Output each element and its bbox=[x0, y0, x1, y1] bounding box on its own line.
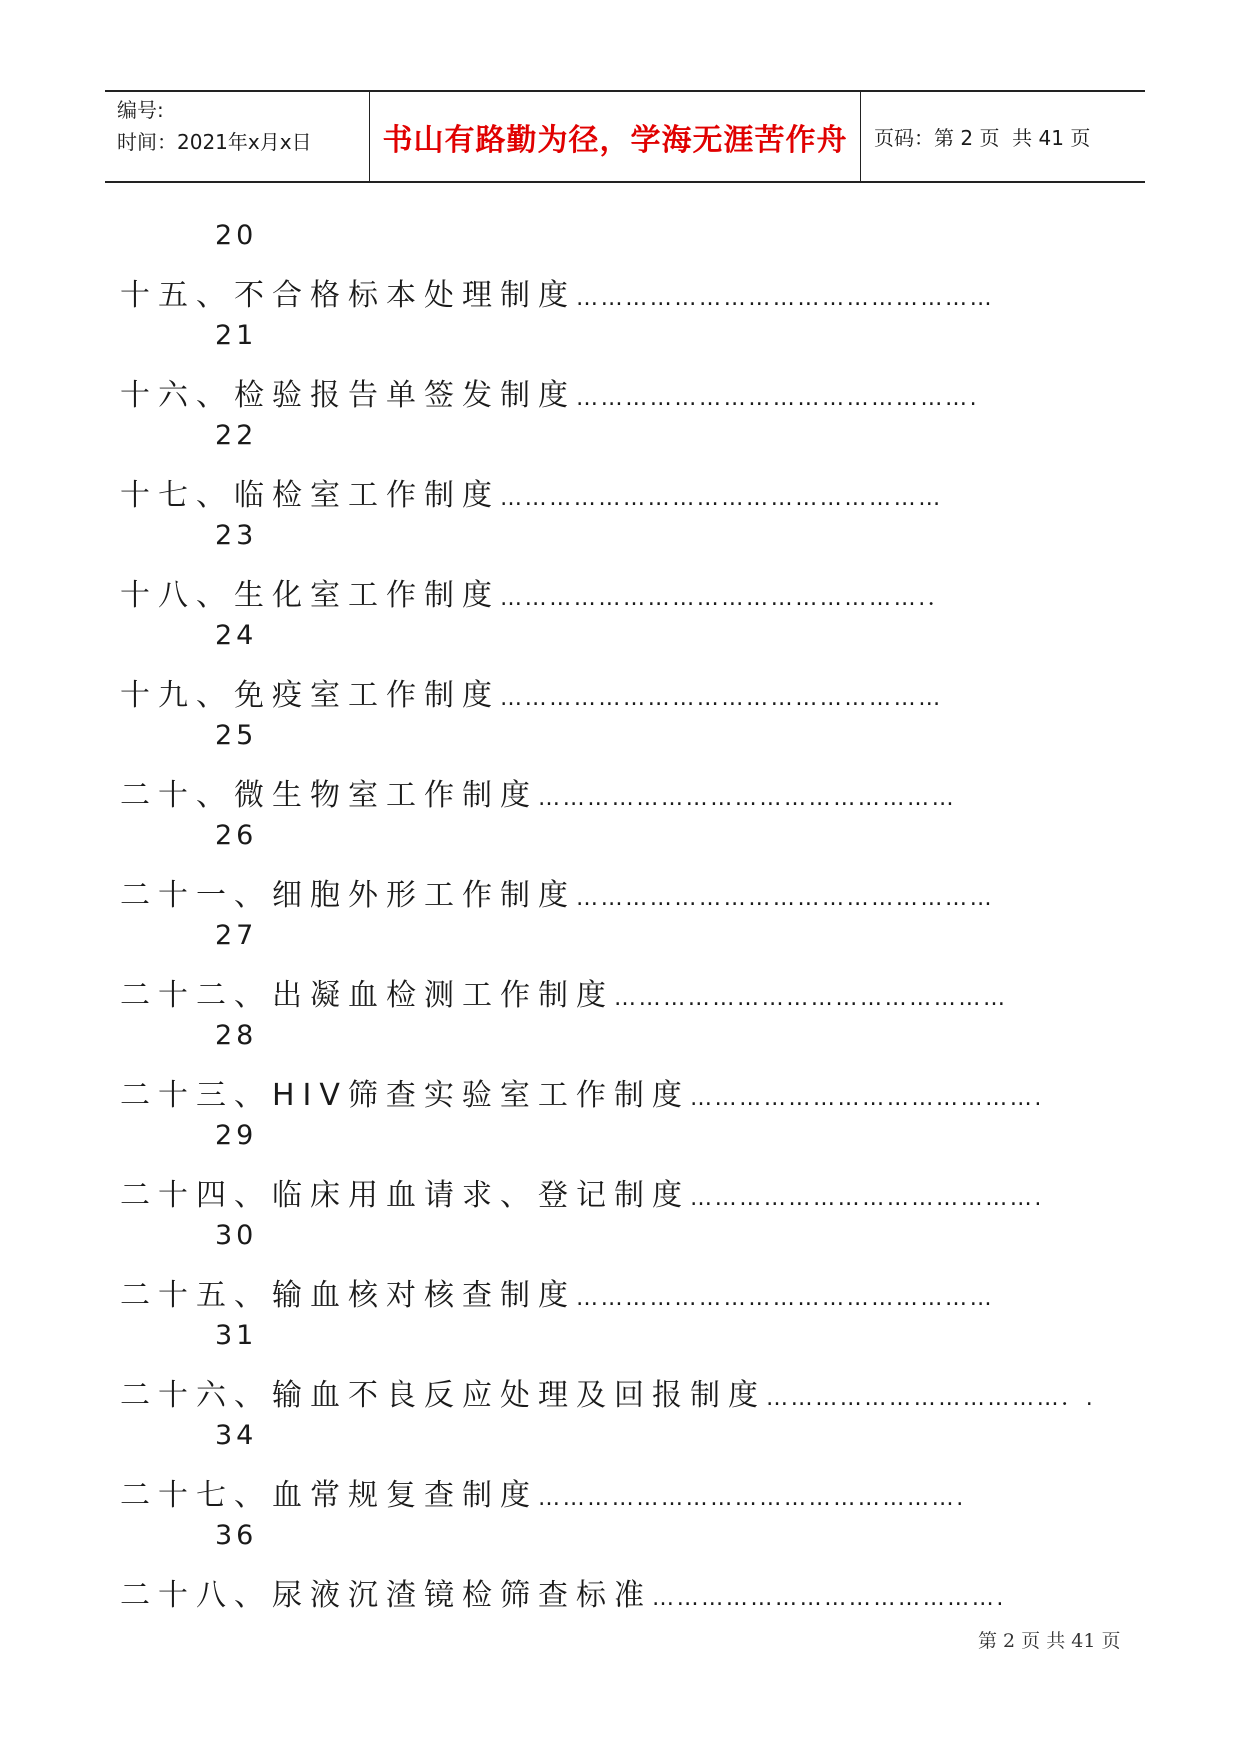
toc-entry-title: 十九、免疫室工作制度 bbox=[120, 678, 500, 713]
toc-entry-title: 二十五、输血核对核查制度 bbox=[120, 1278, 576, 1313]
toc-entry bbox=[120, 1170, 1044, 1213]
toc-entry-page: 21 bbox=[215, 320, 258, 351]
toc-entry-page: 25 bbox=[215, 720, 258, 751]
toc-entry-page: 23 bbox=[215, 520, 258, 551]
toc-entry-leader: …………………………………………… bbox=[576, 1286, 995, 1311]
toc-entry-leader: ……………………………………………… bbox=[500, 686, 943, 711]
toc-entry bbox=[120, 570, 953, 613]
toc-entry-leader: …………………………………………… bbox=[576, 886, 995, 911]
toc-entry-page: 30 bbox=[215, 1220, 258, 1251]
toc-entry-leader: …………………………………………. bbox=[576, 386, 980, 411]
toc-entry-leader: ………………………………．. bbox=[766, 1386, 1096, 1411]
toc-entry-leader: …………………………………………… bbox=[538, 786, 957, 811]
toc-entry-title: 十七、临检室工作制度 bbox=[120, 478, 500, 513]
toc-entry-page: 28 bbox=[215, 1020, 258, 1051]
toc-entry bbox=[120, 1270, 995, 1313]
toc-entry-leader: ……………………………………. bbox=[690, 1186, 1044, 1211]
toc-entry-page: 29 bbox=[215, 1120, 258, 1151]
toc-lead-page-number: 20 bbox=[215, 220, 258, 251]
toc-entry bbox=[120, 970, 1008, 1013]
toc-entry-title: 二十六、输血不良反应处理及回报制度 bbox=[120, 1378, 766, 1413]
toc-entry bbox=[120, 270, 995, 313]
toc-entry-title: 二十一、细胞外形工作制度 bbox=[120, 878, 576, 913]
toc-entry-title: 二十七、血常规复查制度 bbox=[120, 1478, 538, 1513]
toc-entry-page: 34 bbox=[215, 1420, 258, 1451]
document-time-label: 时间：2021年x月x日 bbox=[117, 130, 312, 154]
toc-entry-leader: ……………………………………. bbox=[652, 1586, 1006, 1611]
toc-entry-page: 27 bbox=[215, 920, 258, 951]
page-footer: 第 2 页 共 41 页 bbox=[978, 1630, 1121, 1652]
toc-entry-page: 26 bbox=[215, 820, 258, 851]
toc-entry-title: 十八、生化室工作制度 bbox=[120, 578, 500, 613]
toc-entry-leader: ………………………………………… bbox=[614, 986, 1008, 1011]
toc-entry-leader: ……………………………………………. bbox=[538, 1486, 966, 1511]
toc-entry-page: 22 bbox=[215, 420, 258, 451]
toc-entry-title: 十五、不合格标本处理制度 bbox=[120, 278, 576, 313]
toc-entry-title: 十六、检验报告单签发制度 bbox=[120, 378, 576, 413]
toc-entry-leader: …………………………………………….． bbox=[500, 586, 953, 611]
toc-entry-page: 36 bbox=[215, 1520, 258, 1551]
toc-entry bbox=[120, 1470, 966, 1513]
toc-entry-title: 二十、微生物室工作制度 bbox=[120, 778, 538, 813]
toc-entry bbox=[120, 1570, 1006, 1613]
header-page-code: 页码：第 2 页 共 41 页 bbox=[874, 126, 1091, 150]
toc-entry-title: 二十四、临床用血请求、登记制度 bbox=[120, 1178, 690, 1213]
toc-entry-page: 24 bbox=[215, 620, 258, 651]
toc-entry bbox=[120, 870, 995, 913]
toc-entry-title: 二十八、尿液沉渣镜检筛查标准 bbox=[120, 1578, 652, 1613]
toc-entry-page: 31 bbox=[215, 1320, 258, 1351]
header-motto: 书山有路勤为径，学海无涯苦作舟 bbox=[382, 122, 848, 158]
document-number-label: 编号: bbox=[117, 98, 164, 122]
toc-entry-leader: ……………………………………. bbox=[689, 1086, 1044, 1111]
toc-entry-title: 二十三、HIV筛查实验室工作制度 bbox=[120, 1078, 690, 1113]
toc-entry-leader: ……………………………………………… bbox=[500, 486, 943, 511]
toc-entry-title: 二十二、出凝血检测工作制度 bbox=[120, 978, 614, 1013]
toc-entry bbox=[120, 770, 957, 813]
toc-entry bbox=[120, 1070, 1044, 1113]
toc-entry bbox=[120, 670, 943, 713]
toc-entry bbox=[120, 1370, 1096, 1413]
toc-entry bbox=[120, 470, 943, 513]
toc-entry-leader: …………………………………………… bbox=[576, 286, 995, 311]
toc-entry bbox=[120, 370, 980, 413]
